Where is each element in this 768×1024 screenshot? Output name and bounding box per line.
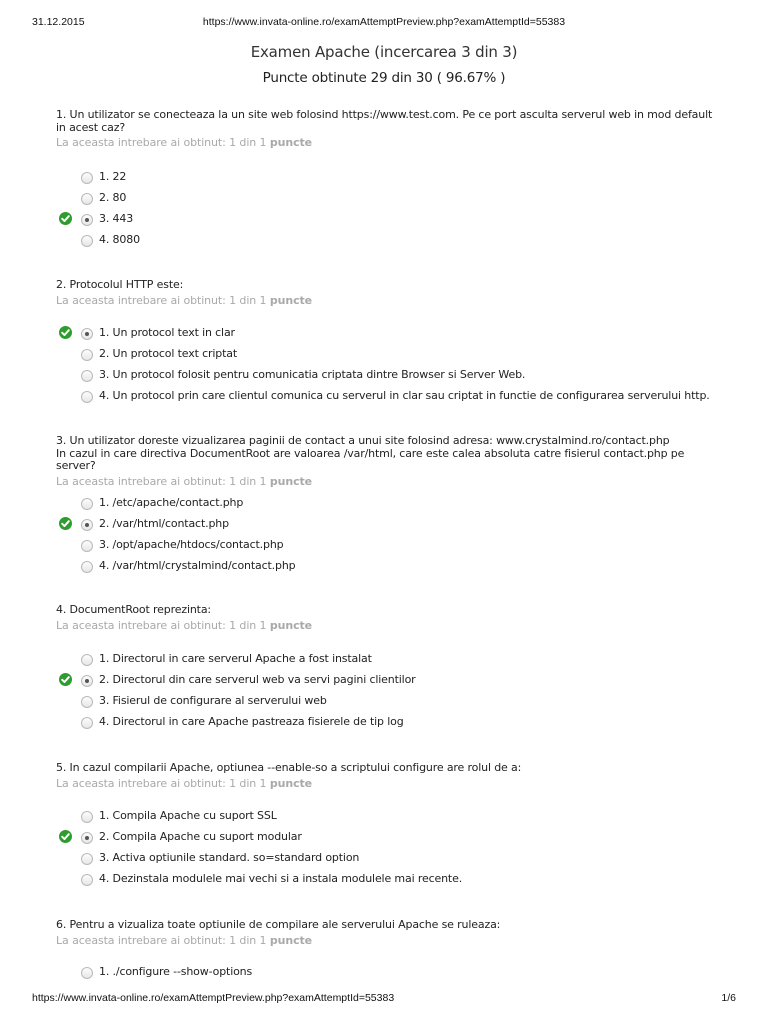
radio-unselected[interactable] bbox=[81, 853, 93, 865]
answer-option[interactable] bbox=[56, 170, 696, 186]
answer-option[interactable] bbox=[56, 326, 696, 342]
question-5 bbox=[56, 762, 716, 791]
question-score-unit: puncte bbox=[269, 933, 313, 947]
answer-option[interactable] bbox=[56, 694, 696, 710]
question-6 bbox=[56, 919, 716, 948]
question-text: 1. Un utilizator se conecteaza la un site web folosind https://www.test.com. Pe ce port asculta serverul web in mod default in acest caz? bbox=[56, 108, 713, 134]
answer-label: 1. Directorul in care serverul Apache a fost instalat bbox=[99, 652, 372, 665]
answer-label: 3. Un protocol folosit pentru comunicatia criptata dintre Browser si Server Web. bbox=[99, 368, 526, 381]
answer-label: 2. /var/html/contact.php bbox=[99, 517, 229, 530]
answer-option[interactable] bbox=[56, 652, 696, 668]
answer-option[interactable] bbox=[56, 715, 696, 731]
question-score-text: La aceasta intrebare ai obtinut: 1 din 1 bbox=[56, 776, 267, 790]
radio-dot-icon bbox=[85, 218, 89, 222]
question-score-unit: puncte bbox=[269, 474, 313, 488]
radio-unselected[interactable] bbox=[81, 967, 93, 979]
radio-dot-icon bbox=[85, 679, 89, 683]
answer-label: 3. Fisierul de configurare al serverului web bbox=[99, 694, 327, 707]
question-score-unit: puncte bbox=[269, 618, 313, 632]
correct-check-icon bbox=[59, 326, 72, 339]
radio-unselected[interactable] bbox=[81, 717, 93, 729]
correct-check-icon bbox=[59, 673, 72, 686]
question-score bbox=[56, 619, 716, 633]
question-score-unit: puncte bbox=[269, 136, 313, 149]
question-score-text: La aceasta intrebare ai obtinut: 1 din 1 bbox=[56, 136, 267, 149]
answer-label: 3. /opt/apache/htdocs/contact.php bbox=[99, 538, 284, 551]
radio-unselected[interactable] bbox=[81, 654, 93, 666]
question-text: 5. In cazul compilarii Apache, optiunea --enable-so a scriptului configure are rolul de a: bbox=[56, 761, 522, 774]
question-3 bbox=[56, 435, 716, 489]
answer-label: 1. ./configure --show-options bbox=[99, 965, 253, 978]
answer-option[interactable] bbox=[56, 191, 696, 207]
answer-option[interactable] bbox=[56, 809, 696, 825]
radio-unselected[interactable] bbox=[81, 696, 93, 708]
answer-option[interactable] bbox=[56, 212, 696, 228]
question-score-text: La aceasta intrebare ai obtinut: 1 din 1 bbox=[56, 618, 267, 632]
answer-label: 4. Un protocol prin care clientul comunica cu serverul in clar sau criptat in functie de configurarea serverului http. bbox=[99, 389, 710, 402]
answer-option[interactable] bbox=[56, 851, 696, 867]
radio-selected[interactable] bbox=[81, 328, 93, 340]
answer-option[interactable] bbox=[56, 233, 696, 249]
answer-label: 4. Dezinstala modulele mai vechi si a instala modulele mai recente. bbox=[99, 872, 463, 885]
print-footer bbox=[32, 992, 736, 1008]
correct-check-icon bbox=[59, 830, 72, 843]
answer-option[interactable] bbox=[56, 347, 696, 363]
answer-label: 2. Directorul din care serverul web va servi pagini clientilor bbox=[99, 673, 416, 686]
print-url[interactable]: https://www.invata-online.ro/examAttemptPreview.php?examAttemptId=55383 bbox=[202, 16, 566, 28]
answer-label: 1. 22 bbox=[99, 170, 127, 183]
radio-selected[interactable] bbox=[81, 214, 93, 226]
radio-dot-icon bbox=[85, 523, 89, 527]
page-title: Examen Apache (incercarea 3 din 3) bbox=[250, 43, 518, 61]
answer-label: 3. Activa optiunile standard. so=standard option bbox=[99, 851, 360, 864]
radio-unselected[interactable] bbox=[81, 370, 93, 382]
page-number: 1/6 bbox=[721, 992, 736, 1004]
answer-option[interactable] bbox=[56, 830, 696, 846]
correct-check-icon bbox=[59, 212, 72, 225]
answer-label: 3. 443 bbox=[99, 212, 134, 225]
answer-option[interactable] bbox=[56, 368, 696, 384]
question-score-text: La aceasta intrebare ai obtinut: 1 din 1 bbox=[56, 474, 267, 488]
question-score bbox=[56, 136, 716, 150]
question-score-unit: puncte bbox=[269, 293, 313, 307]
answer-label: 1. Un protocol text in clar bbox=[99, 326, 235, 339]
answer-option[interactable] bbox=[56, 538, 696, 554]
answer-option[interactable] bbox=[56, 559, 696, 575]
answer-label: 1. Compila Apache cu suport SSL bbox=[99, 809, 277, 822]
radio-unselected[interactable] bbox=[81, 540, 93, 552]
question-text: 2. Protocolul HTTP este: bbox=[56, 278, 184, 291]
footer-url[interactable]: https://www.invata-online.ro/examAttemptPreview.php?examAttemptId=55383 bbox=[32, 992, 395, 1004]
answer-label: 2. Compila Apache cu suport modular bbox=[99, 830, 302, 843]
radio-selected[interactable] bbox=[81, 675, 93, 687]
correct-check-icon bbox=[59, 517, 72, 530]
answer-option[interactable] bbox=[56, 872, 696, 888]
answer-option[interactable] bbox=[56, 517, 696, 533]
radio-selected[interactable] bbox=[81, 832, 93, 844]
print-header bbox=[32, 16, 736, 32]
radio-unselected[interactable] bbox=[81, 498, 93, 510]
answer-option[interactable] bbox=[56, 389, 710, 405]
answer-label: 4. /var/html/crystalmind/contact.php bbox=[99, 559, 296, 572]
question-4 bbox=[56, 604, 716, 633]
radio-dot-icon bbox=[85, 836, 89, 840]
answer-label: 4. 8080 bbox=[99, 233, 140, 246]
radio-unselected[interactable] bbox=[81, 172, 93, 184]
radio-unselected[interactable] bbox=[81, 874, 93, 886]
answer-option[interactable] bbox=[56, 965, 696, 981]
question-score bbox=[56, 777, 716, 791]
question-score bbox=[56, 294, 716, 308]
radio-unselected[interactable] bbox=[81, 561, 93, 573]
radio-selected[interactable] bbox=[81, 519, 93, 531]
answer-label: 1. /etc/apache/contact.php bbox=[99, 496, 244, 509]
question-2 bbox=[56, 279, 716, 308]
radio-unselected[interactable] bbox=[81, 811, 93, 823]
radio-dot-icon bbox=[85, 332, 89, 336]
radio-unselected[interactable] bbox=[81, 193, 93, 205]
answer-label: 4. Directorul in care Apache pastreaza fisierele de tip log bbox=[99, 715, 404, 728]
question-text: 3. Un utilizator doreste vizualizarea paginii de contact a unui site folosind adresa: www.crystalmind.ro/contact.php In cazul in care directiva DocumentRoot are valoarea /var/html, care este calea absoluta catre fisierul contact.php pe server? bbox=[56, 434, 685, 472]
answer-label: 2. 80 bbox=[99, 191, 127, 204]
question-score-text: La aceasta intrebare ai obtinut: 1 din 1 bbox=[56, 933, 267, 947]
question-score bbox=[56, 934, 716, 948]
question-score-unit: puncte bbox=[269, 776, 313, 790]
answer-label: 2. Un protocol text criptat bbox=[99, 347, 238, 360]
question-score-text: La aceasta intrebare ai obtinut: 1 din 1 bbox=[56, 293, 267, 307]
answer-option[interactable] bbox=[56, 496, 696, 512]
question-score bbox=[56, 475, 716, 489]
print-date: 31.12.2015 bbox=[32, 16, 85, 28]
question-1 bbox=[56, 109, 716, 150]
radio-unselected[interactable] bbox=[81, 235, 93, 247]
question-text: 4. DocumentRoot reprezinta: bbox=[56, 603, 211, 616]
radio-unselected[interactable] bbox=[81, 349, 93, 361]
exam-score: Puncte obtinute 29 din 30 ( 96.67% ) bbox=[262, 70, 506, 86]
question-text: 6. Pentru a vizualiza toate optiunile de compilare ale serverului Apache se ruleaza: bbox=[56, 918, 501, 931]
answer-option[interactable] bbox=[56, 673, 696, 689]
radio-unselected[interactable] bbox=[81, 391, 93, 403]
